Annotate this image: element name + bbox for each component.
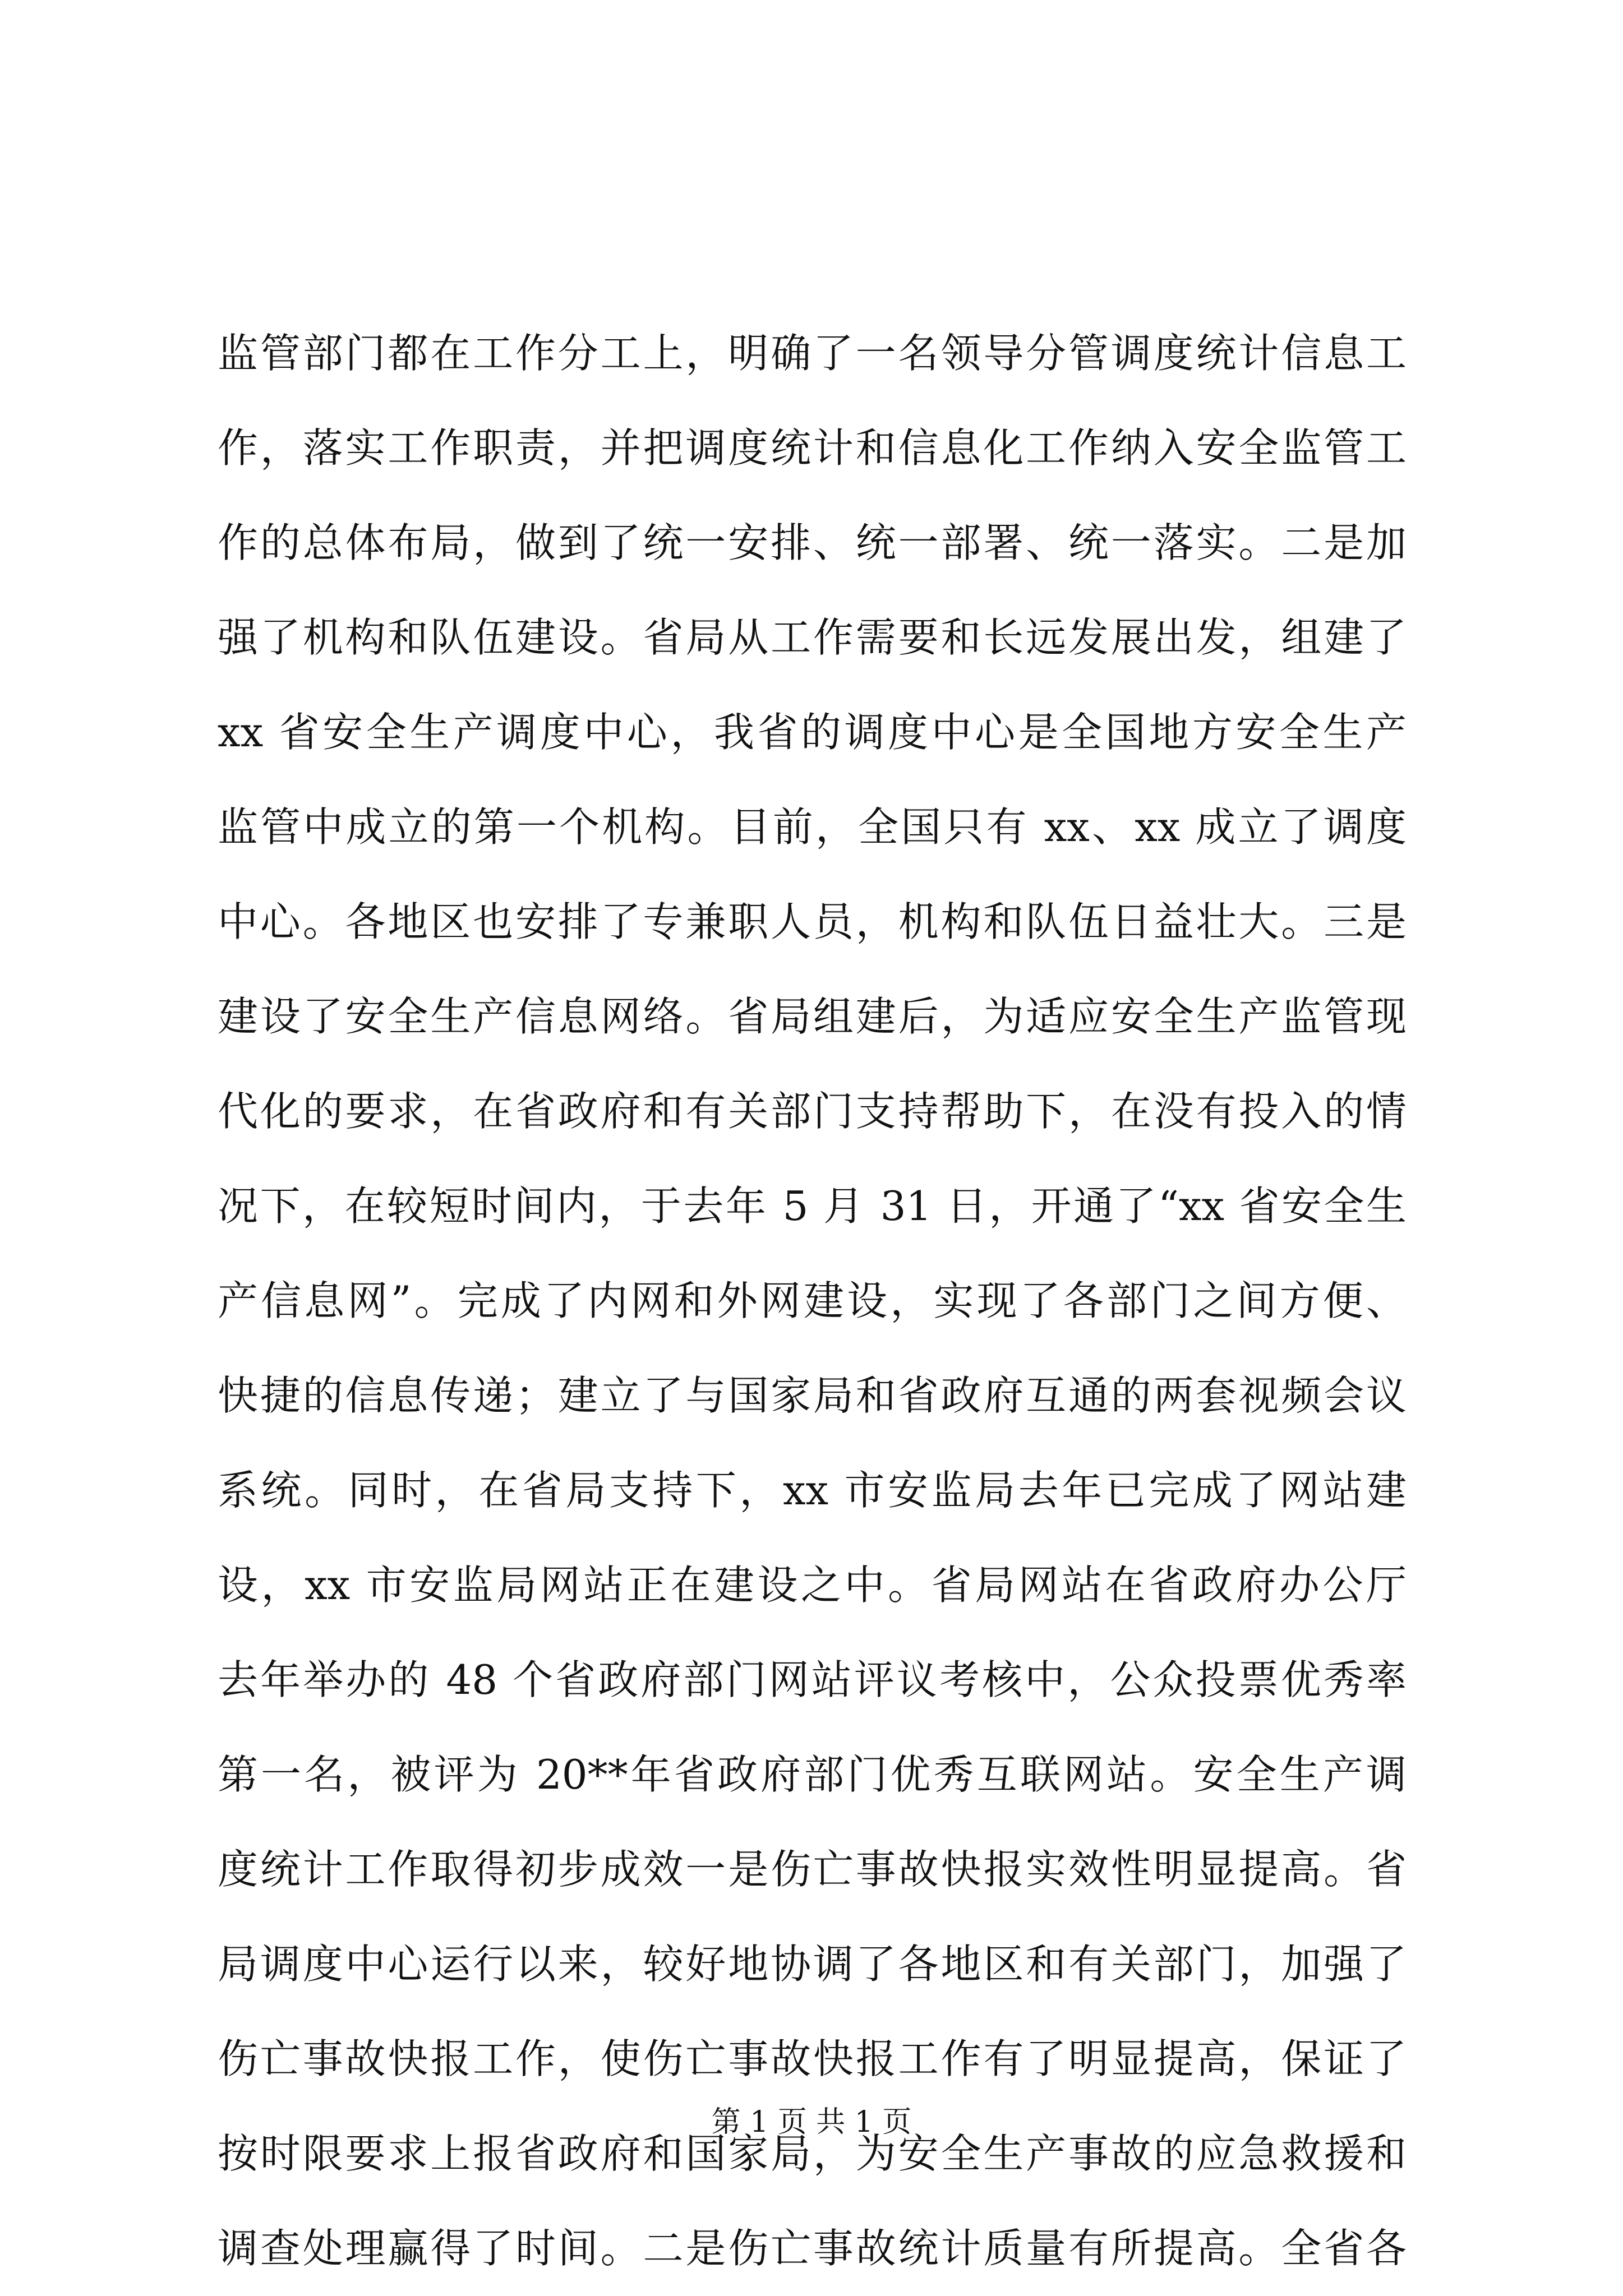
text-line: 第一名，被评为 20**年省政府部门优秀互联网站。安全生产调 [218, 1751, 1407, 1798]
text-line: 设，xx 市安监局网站正在建设之中。省局网站在省政府办公厅 [218, 1562, 1407, 1609]
text-line: 强了机构和队伍建设。省局从工作需要和长远发展出发，组建了 [218, 614, 1407, 661]
text-line: 去年举办的 48 个省政府部门网站评议考核中，公众投票优秀率 [218, 1656, 1407, 1703]
text-line: xx 省安全生产调度中心，我省的调度中心是全国地方安全生产 [218, 709, 1407, 756]
text-line: 按时限要求上报省政府和国家局，为安全生产事故的应急救援和 [218, 2130, 1407, 2177]
text-line: 况下，在较短时间内，于去年 5 月 31 日，开通了“xx 省安全生 [218, 1182, 1407, 1230]
text-line: 作的总体布局，做到了统一安排、统一部署、统一落实。二是加 [218, 519, 1407, 566]
page-footer: 第 1 页 共 1 页 [711, 2105, 912, 2139]
text-line: 监管中成立的第一个机构。目前，全国只有 xx、xx 成立了调度 [218, 803, 1407, 851]
text-line: 度统计工作取得初步成效一是伤亡事故快报实效性明显提高。省 [218, 1846, 1407, 1893]
body-text [218, 306, 1407, 2296]
text-line: 伤亡事故快报工作，使伤亡事故快报工作有了明显提高，保证了 [218, 2035, 1407, 2082]
text-line: 监管部门都在工作分工上，明确了一名领导分管调度统计信息工 [218, 330, 1407, 377]
text-line: 局调度中心运行以来，较好地协调了各地区和有关部门，加强了 [218, 1941, 1407, 1988]
text-line: 调查处理赢得了时间。二是伤亡事故统计质量有所提高。全省各 [218, 2225, 1407, 2272]
text-line: 快捷的信息传递；建立了与国家局和省政府互通的两套视频会议 [218, 1372, 1407, 1419]
text-line: 代化的要求，在省政府和有关部门支持帮助下，在没有投入的情 [218, 1088, 1407, 1135]
text-line: 产信息网”。完成了内网和外网建设，实现了各部门之间方便、 [218, 1277, 1407, 1324]
text-line: 中心。各地区也安排了专兼职人员，机构和队伍日益壮大。三是 [218, 898, 1407, 945]
text-line: 作，落实工作职责，并把调度统计和信息化工作纳入安全监管工 [218, 424, 1407, 472]
text-line: 建设了安全生产信息网络。省局组建后，为适应安全生产监管现 [218, 993, 1407, 1040]
text-line: 系统。同时，在省局支持下，xx 市安监局去年已完成了网站建 [218, 1467, 1407, 1514]
